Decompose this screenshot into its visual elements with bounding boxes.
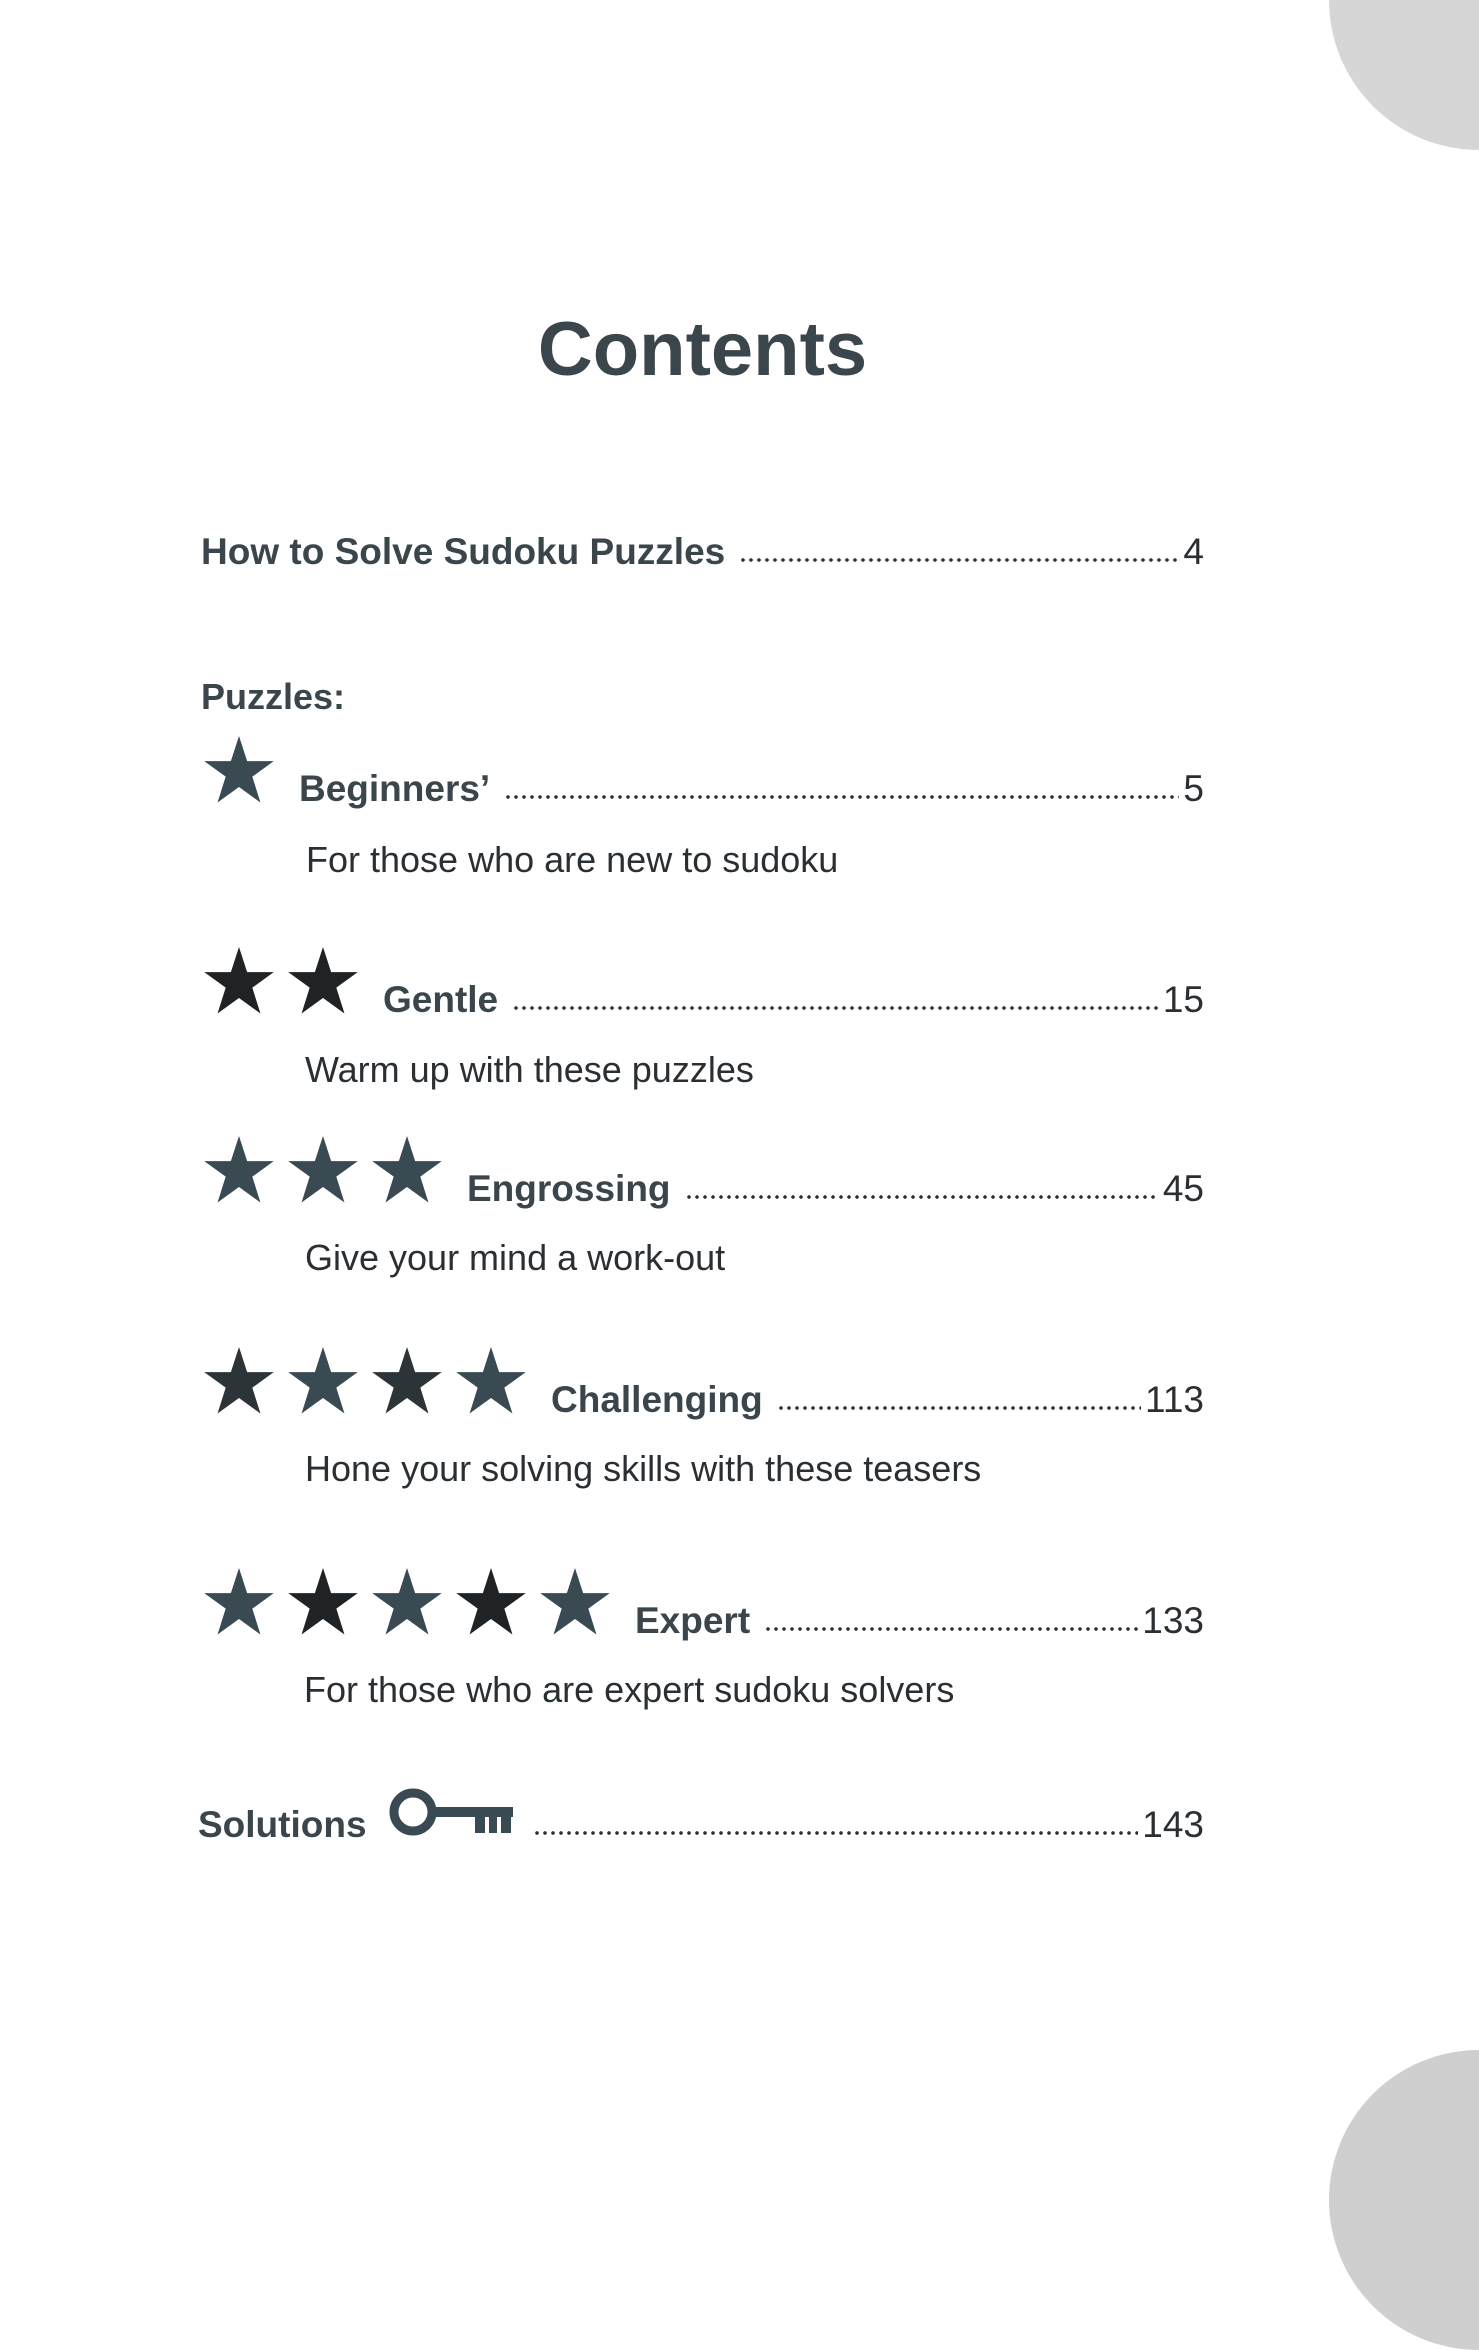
toc-page-number: 5 bbox=[1183, 768, 1204, 809]
toc-label: Expert bbox=[635, 1600, 751, 1641]
star-icon bbox=[537, 1565, 613, 1639]
difficulty-stars bbox=[201, 944, 369, 1018]
toc-page-number: 4 bbox=[1183, 531, 1204, 572]
difficulty-stars bbox=[201, 1344, 537, 1418]
star-icon bbox=[369, 1133, 445, 1207]
level-description: Warm up with these puzzles bbox=[305, 1049, 754, 1090]
toc-page-number: 45 bbox=[1162, 1168, 1204, 1209]
star-icon bbox=[285, 1565, 361, 1639]
toc-label: Solutions bbox=[198, 1804, 367, 1845]
toc-label: Gentle bbox=[383, 979, 499, 1020]
toc-label: How to Solve Sudoku Puzzles bbox=[201, 531, 726, 572]
level-description: Hone your solving skills with these teasers bbox=[305, 1448, 982, 1489]
key-icon bbox=[389, 1785, 513, 1843]
dot-leader bbox=[685, 1194, 1159, 1200]
dot-leader bbox=[533, 1830, 1139, 1836]
dot-leader bbox=[504, 794, 1179, 800]
star-icon bbox=[201, 1133, 277, 1207]
star-icon bbox=[285, 1344, 361, 1418]
toc-page-number: 143 bbox=[1142, 1804, 1204, 1845]
dot-leader bbox=[764, 1626, 1138, 1632]
toc-label: Challenging bbox=[551, 1379, 763, 1420]
star-icon bbox=[369, 1344, 445, 1418]
toc-entry-engrossing[interactable] bbox=[201, 1133, 1204, 1207]
toc-entry-beginners[interactable] bbox=[201, 733, 1204, 807]
difficulty-stars bbox=[201, 733, 285, 807]
level-description: Give your mind a work-out bbox=[305, 1237, 726, 1278]
page-curl-bottom bbox=[1329, 2050, 1479, 2350]
toc-label: Beginners’ bbox=[299, 768, 491, 809]
puzzles-heading: Puzzles: bbox=[201, 676, 346, 717]
toc-page-number: 133 bbox=[1142, 1600, 1204, 1641]
toc-entry-how-to-solve[interactable] bbox=[201, 533, 1204, 570]
dot-leader bbox=[777, 1405, 1141, 1411]
page-title: Contents bbox=[537, 307, 868, 392]
page-curl-top bbox=[1329, 0, 1479, 150]
star-icon bbox=[201, 944, 277, 1018]
star-icon bbox=[201, 1344, 277, 1418]
toc-entry-solutions[interactable] bbox=[198, 1785, 1204, 1843]
star-icon bbox=[201, 733, 277, 807]
toc-label: Engrossing bbox=[467, 1168, 671, 1209]
star-icon bbox=[453, 1344, 529, 1418]
star-icon bbox=[201, 1565, 277, 1639]
star-icon bbox=[453, 1565, 529, 1639]
difficulty-stars bbox=[201, 1133, 453, 1207]
star-icon bbox=[285, 944, 361, 1018]
dot-leader bbox=[739, 557, 1179, 563]
level-description: For those who are expert sudoku solvers bbox=[304, 1669, 955, 1710]
star-icon bbox=[285, 1133, 361, 1207]
toc-page-number: 15 bbox=[1162, 979, 1204, 1020]
toc-entry-gentle[interactable] bbox=[201, 944, 1204, 1018]
dot-leader bbox=[512, 1005, 1159, 1011]
toc-entry-expert[interactable] bbox=[201, 1565, 1204, 1639]
level-description: For those who are new to sudoku bbox=[306, 839, 839, 880]
star-icon bbox=[369, 1565, 445, 1639]
difficulty-stars bbox=[201, 1565, 621, 1639]
toc-entry-challenging[interactable] bbox=[201, 1344, 1204, 1418]
toc-page-number: 113 bbox=[1145, 1379, 1204, 1420]
